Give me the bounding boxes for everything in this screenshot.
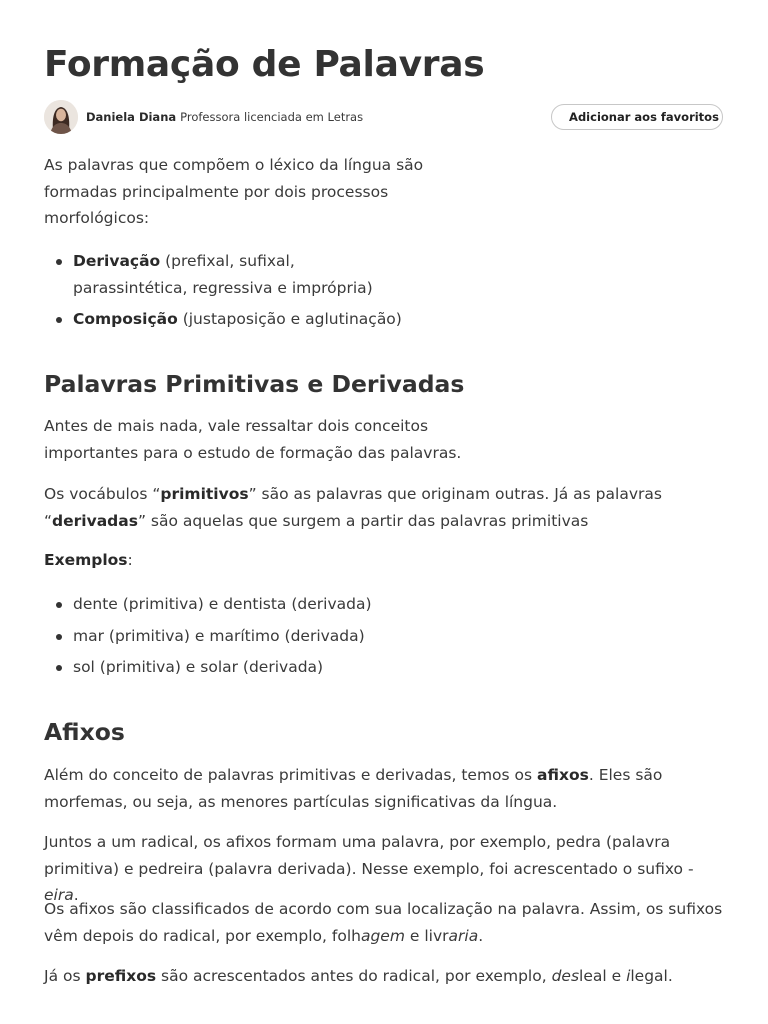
list-item-text: (prefixal, sufixal, parassintética, regressiva e imprópria): [73, 252, 373, 297]
section-heading-afixos: Afixos: [44, 718, 125, 746]
list-item: mar (primitiva) e marítimo (derivada): [44, 623, 464, 650]
examples-label: Exemplos:: [44, 551, 133, 569]
primitivas-paragraph-1: Antes de mais nada, vale ressaltar dois conceitos importantes para o estudo de formação das palavras.: [44, 417, 462, 462]
afixos-paragraph-2: Juntos a um radical, os afixos formam uma palavra, por exemplo, pedra (palavra primitiva) e pedreira (palavra derivada). Nesse exemplo, foi acrescentado o sufixo -eira.: [44, 833, 694, 904]
author-byline: [44, 100, 363, 134]
afixos-paragraph-1: Além do conceito de palavras primitivas e derivadas, temos os afixos. Eles são morfemas, ou seja, as menores partículas significativas da língua.: [44, 766, 663, 811]
list-item: sol (primitiva) e solar (derivada): [44, 654, 464, 681]
intro-paragraph: As palavras que compõem o léxico da língua são formadas principalmente por dois processos morfológicos:: [44, 156, 424, 227]
list-item-term: Derivação: [73, 252, 161, 270]
list-item: [44, 306, 404, 333]
list-item: dente (primitiva) e dentista (derivada): [44, 591, 464, 618]
afixos-paragraph-3: Os afixos são classificados de acordo com sua localização na palavra. Assim, os sufixos vêm depois do radical, por exemplo, folhagem e livraria.: [44, 900, 723, 945]
examples-list: [44, 591, 464, 681]
afixos-paragraph-4: Já os prefixos são acrescentados antes do radical, por exemplo, desleal e ilegal.: [44, 967, 673, 985]
section-heading-primitivas: Palavras Primitivas e Derivadas: [44, 370, 465, 398]
author-role: Professora licenciada em Letras: [180, 110, 364, 124]
author-photo-icon: [44, 100, 78, 134]
add-to-favorites-button[interactable]: Adicionar aos favoritos: [551, 104, 723, 130]
intro-list: [44, 248, 404, 333]
avatar[interactable]: [44, 100, 78, 134]
list-item: [44, 248, 404, 301]
list-item-term: Composição: [73, 310, 178, 328]
page-title: Formação de Palavras: [44, 44, 485, 85]
list-item-text: (justaposição e aglutinação): [177, 310, 402, 328]
primitivas-paragraph-2: Os vocábulos “primitivos” são as palavras que originam outras. Já as palavras “derivadas” são aquelas que surgem a partir das palavras primitivas: [44, 485, 662, 530]
author-name[interactable]: Daniela Diana: [86, 110, 177, 124]
